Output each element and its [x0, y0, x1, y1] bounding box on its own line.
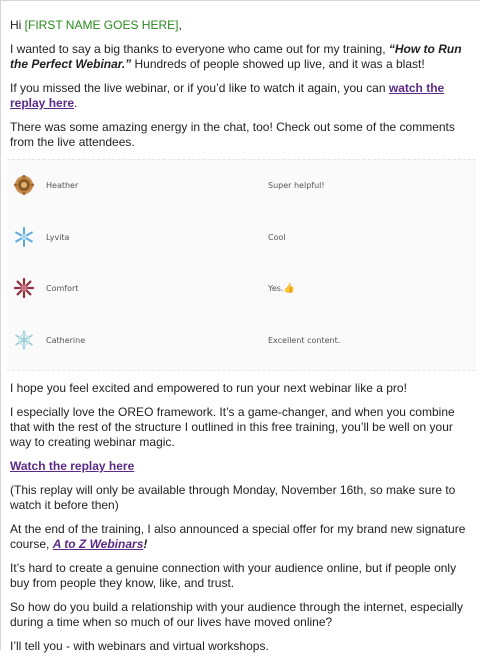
first-name-merge-field: [FIRST NAME GOES HERE]	[24, 18, 179, 32]
comment-message-text: Yes.	[268, 284, 284, 293]
comment-author: Heather	[46, 181, 79, 190]
email-body	[1, 1, 476, 654]
comment-message: Super helpful!	[268, 181, 325, 190]
replay-text: If you missed the live webinar, or if you’d like to watch it again, you can	[10, 81, 389, 95]
comment-author: Comfort	[46, 284, 79, 293]
paragraph-availability: (This replay will only be available through Monday, November 16th, so make sure to watch it before then)	[10, 483, 456, 512]
thanks-text-end: Hundreds of people showed up live, and it was a blast!	[131, 57, 425, 71]
offer-text-end: !	[143, 537, 148, 551]
greeting-suffix: ,	[178, 18, 182, 32]
chat-comments-image	[7, 159, 476, 371]
chat-row	[7, 317, 476, 369]
paragraph-offer	[10, 522, 476, 552]
comment-message	[268, 281, 295, 297]
paragraph-excited: I hope you feel excited and empowered to run your next webinar like a pro!	[10, 381, 407, 395]
replay-text-end: .	[74, 96, 78, 110]
comment-message: Cool	[268, 232, 286, 242]
paragraph-chat-intro: There was some amazing energy in the chat, too! Check out some of the comments from the live attendees.	[10, 120, 455, 149]
thumbs-up-icon: 👍	[283, 284, 295, 294]
greeting	[10, 18, 476, 33]
watch-replay-link[interactable]: Watch the replay here	[10, 459, 135, 473]
chat-row	[7, 162, 476, 214]
paragraph-replay	[10, 81, 476, 111]
maroon-mandala-icon	[13, 277, 35, 299]
watch-replay-link-inline[interactable]: watch the replay here	[10, 81, 445, 110]
greeting-prefix: Hi	[10, 18, 25, 32]
thanks-text: I wanted to say a big thanks to everyone who came out for my training,	[10, 42, 389, 56]
comment-message: Excellent content.	[268, 335, 341, 345]
webinar-title: “How to Run the Perfect Webinar.”	[10, 42, 462, 71]
course-link[interactable]: A to Z Webinars	[52, 537, 144, 551]
paragraph-relationship: So how do you build a relationship with your audience through the internet, especially during a time when so much of our lives have moved online?	[10, 600, 463, 629]
chat-row	[7, 214, 476, 266]
paragraph-thanks	[10, 42, 476, 72]
teal-snowflake-icon	[13, 329, 35, 351]
blue-snowflake-icon	[13, 226, 35, 248]
bronze-mandala-icon	[13, 174, 35, 196]
paragraph-oreo: I especially love the OREO framework. It’s a game-changer, and when you combine that with the rest of the structure I outlined in this free training, you’ll be well on your way to creating webinar magic.	[10, 405, 455, 449]
paragraph-webinars: I’ll tell you - with webinars and virtual workshops.	[10, 639, 269, 653]
paragraph-replay-link	[10, 459, 476, 474]
comment-author: Lyvita	[46, 232, 70, 242]
offer-text: At the end of the training, I also announced a special offer for my brand new signature course,	[10, 522, 466, 551]
comment-author: Catherine	[46, 335, 86, 345]
chat-row	[7, 265, 476, 317]
paragraph-connection: It’s hard to create a genuine connection with your audience online, but if people only buy from people they know, like, and trust.	[10, 561, 457, 590]
